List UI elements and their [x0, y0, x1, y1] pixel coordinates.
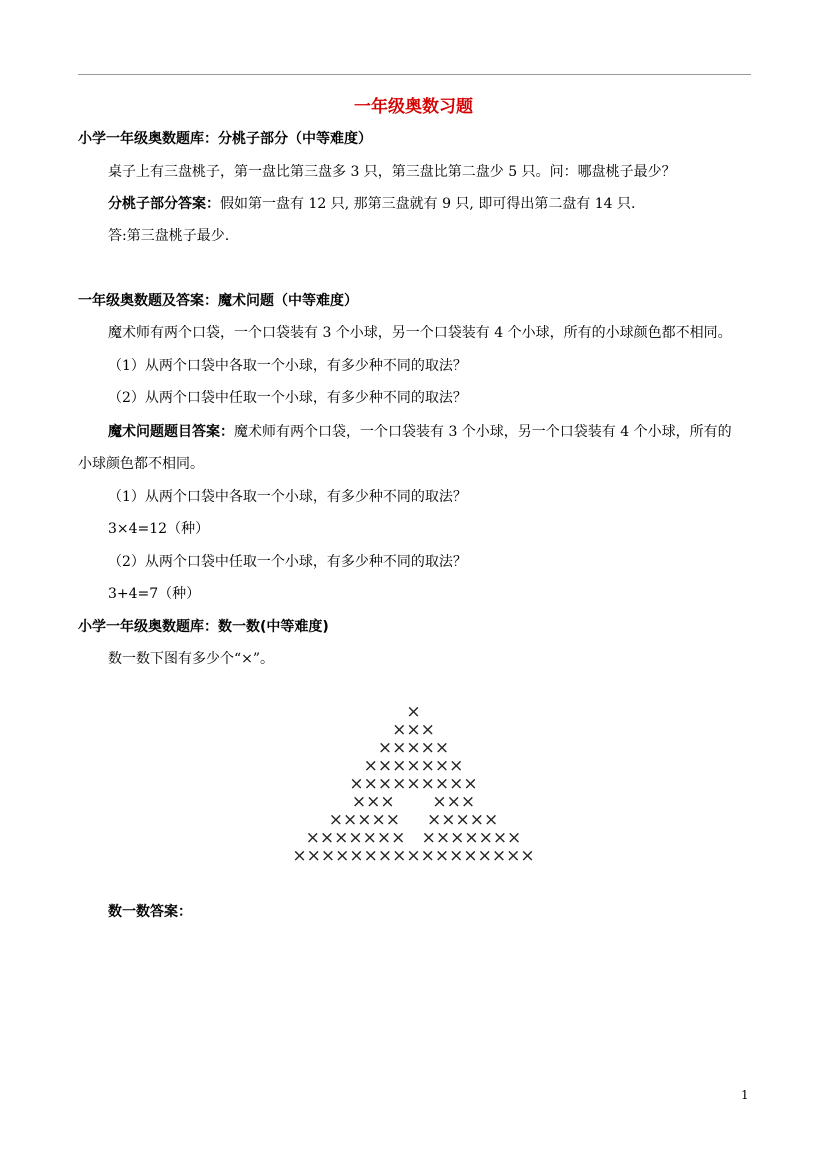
- section2-answer-2: 3+4=7（种）: [108, 586, 201, 602]
- section2-answer-q1: （1）从两个口袋中各取一个小球，有多少种不同的取法？: [108, 489, 467, 505]
- section2-q1: （1）从两个口袋中各取一个小球，有多少种不同的取法？: [108, 358, 467, 374]
- page-number: 1: [741, 1088, 749, 1102]
- section1-answer-label: 分桃子部分答案：: [108, 196, 220, 212]
- figure-row: ×××: [392, 720, 435, 740]
- section2-answer-q2: （2）从两个口袋中任取一个小球，有多少种不同的取法？: [108, 554, 467, 570]
- section2-answer-1: 3×4=12（种）: [108, 521, 210, 537]
- figure-row: ×××××××××××××××××: [292, 846, 535, 866]
- header-rule: [78, 74, 751, 75]
- section1-question: 桌子上有三盘桃子，第一盘比第三盘多 3 只，第三盘比第二盘少 5 只。问：哪盘桃子最少？: [108, 164, 676, 180]
- section1-answer-conclusion: 答:第三盘桃子最少.: [108, 228, 230, 244]
- section1-answer-text: 假如第一盘有 12 只, 那第三盘就有 9 只, 即可得出第二盘有 14 只.: [220, 196, 636, 212]
- section3-heading: 小学一年级奥数题库：数一数(中等难度): [78, 619, 329, 635]
- section2-q2: （2）从两个口袋中任取一个小球，有多少种不同的取法？: [108, 390, 467, 406]
- section3-answer-label: 数一数答案：: [108, 904, 192, 920]
- figure-row: ×××××××: [363, 756, 464, 776]
- section2-question: 魔术师有两个口袋，一个口袋装有 3 个小球，另一个口袋装有 4 个小球，所有的小球颜色都不相同。: [108, 325, 732, 341]
- section3-question: 数一数下图有多少个“×”。: [108, 651, 275, 667]
- section2-answer-text: 魔术师有两个口袋，一个口袋装有 3 个小球，另一个口袋装有 4 个小球，所有的: [234, 424, 732, 440]
- section2-answer-cont: 小球颜色都不相同。: [78, 456, 204, 472]
- section1-answer: [108, 195, 636, 213]
- figure-row: ××× ×××: [351, 792, 476, 812]
- figure-row: ×: [406, 702, 421, 722]
- page-title: 一年级奥数习题: [354, 97, 473, 117]
- figure-row: ××××××× ×××××××: [305, 828, 522, 848]
- figure-row: ×××××××××: [349, 774, 478, 794]
- section1-heading: 小学一年级奥数题库：分桃子部分（中等难度）: [78, 131, 372, 147]
- section2-heading: 一年级奥数题及答案：魔术问题（中等难度）: [78, 293, 358, 309]
- section2-answer-label: 魔术问题题目答案：: [108, 424, 234, 440]
- figure-row: ××××× ×××××: [328, 810, 499, 830]
- section2-answer: [108, 423, 732, 441]
- figure-row: ×××××: [377, 738, 450, 758]
